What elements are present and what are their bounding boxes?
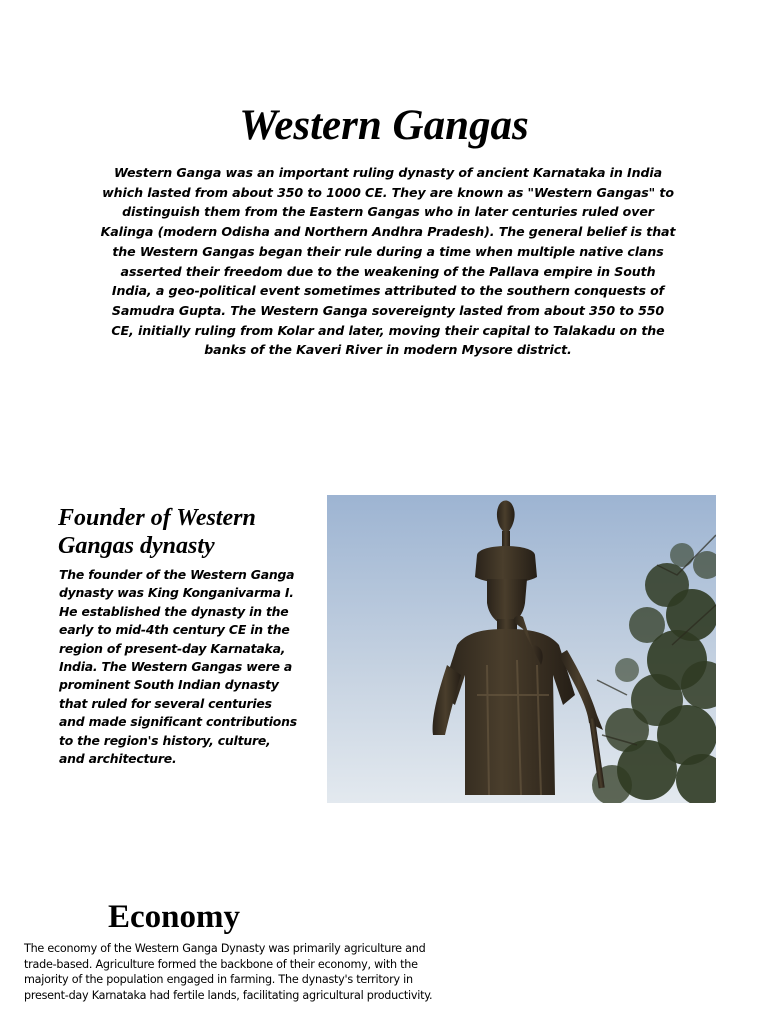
intro-paragraph: Western Ganga was an important ruling dynasty of ancient Karnataka in India which lasted from about 350 to 1000 CE. They are known as "Western Gangas" to distinguish them from the Eastern Gangas who in later centuries ruled over Kalinga (modern Odisha and Northern Andhra Pradesh). The general belief is that the Western Gangas began their rule during a time when multiple native clans asserted their freedom due to the weakening of the Pallava empire in South India, a geo-political event sometimes attributed to the southern conquests of Samudra Gupta. The Western Ganga sovereignty lasted from about 350 to 550 CE, initially ruling from Kolar and later, moving their capital to Talakadu on the banks of the Kaveri River in modern Mysore district.: [100, 165, 676, 358]
founder-paragraph: The founder of the Western Ganga dynasty was King Konganivarma I. He established the dynasty in the early to mid-4th century CE in the region of present-day Karnataka, India. The Western Gangas were a prominent South Indian dynasty that ruled for several centuries and made significant contributions to the region's history, culture, and architecture.: [59, 567, 297, 767]
economy-heading: Economy: [108, 899, 240, 935]
economy-paragraph: The economy of the Western Ganga Dynasty was primarily agriculture and trade-based. Agriculture formed the backbone of their economy, with the majority of the population engaged in farming. The dynasty's territory in present-day Karnataka had fertile lands, facilitating agricultural productivity.: [24, 942, 433, 1002]
page-title: Western Gangas: [239, 102, 529, 149]
statue-photo: [327, 495, 716, 803]
founder-heading: Founder of Western Gangas dynasty: [58, 505, 256, 559]
